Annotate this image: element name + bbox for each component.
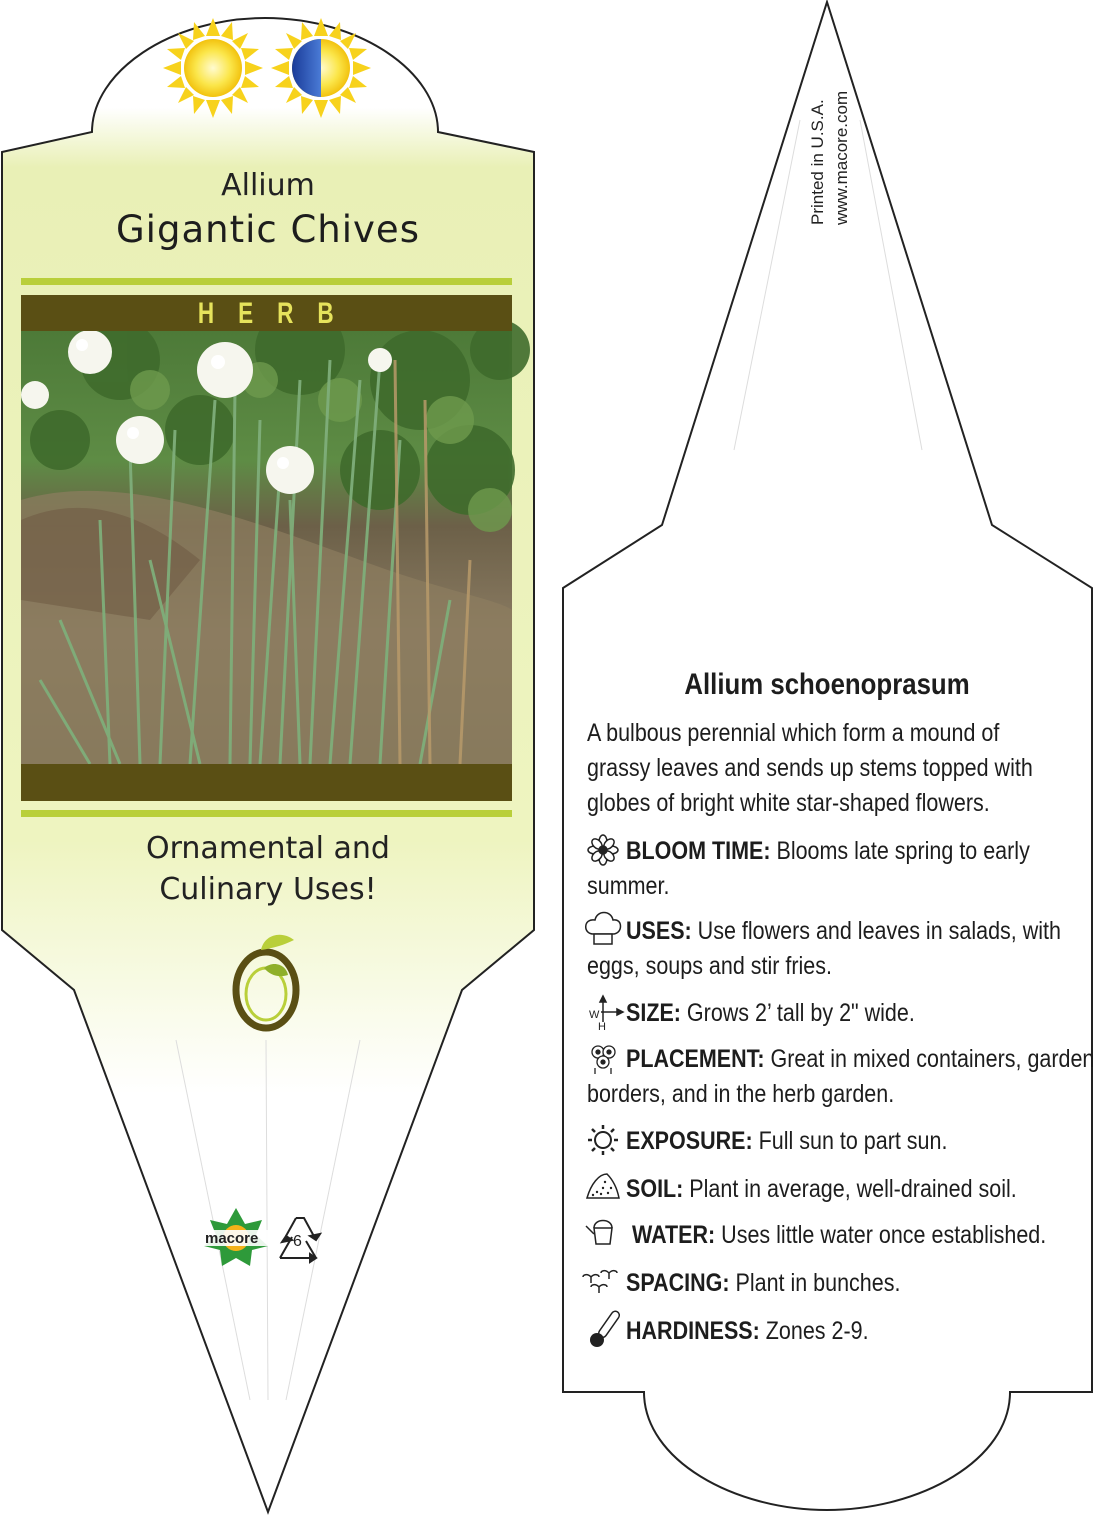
- size-icon-w: W: [589, 1009, 600, 1021]
- attr-size: SIZE: Grows 2’ tall by 2" wide.: [626, 999, 915, 1027]
- photo-bottom-band: [21, 764, 512, 801]
- front-genus: Allium: [221, 168, 315, 203]
- attr-spacing: SPACING: Plant in bunches.: [626, 1269, 901, 1297]
- part-sun-icon: [271, 18, 371, 118]
- attr-water: WATER: Uses little water once established.: [632, 1221, 1047, 1249]
- recycle-number: 6: [293, 1233, 302, 1250]
- attr-bloom-time-cont: summer.: [587, 872, 670, 900]
- attr-hardiness: HARDINESS: Zones 2-9.: [626, 1317, 869, 1345]
- website-text: www.macore.com: [832, 90, 851, 225]
- plant-description: [587, 716, 1033, 821]
- description-line: A bulbous perennial which form a mound of: [587, 719, 1000, 747]
- size-icon-h: H: [598, 1021, 606, 1033]
- attr-soil: SOIL: Plant in average, well-drained soil.: [626, 1175, 1017, 1203]
- attr-uses-cont: eggs, soups and stir fries.: [587, 952, 832, 980]
- description-line: grassy leaves and sends up stems topped with: [587, 754, 1033, 782]
- flower-icon: [588, 835, 618, 865]
- plant-photo: [21, 305, 530, 764]
- attr-exposure: EXPOSURE: Full sun to part sun.: [626, 1127, 948, 1155]
- attr-bloom-time: BLOOM TIME: Blooms late spring to early: [626, 837, 1030, 865]
- full-sun-icon: [163, 18, 263, 118]
- macore-brand-text: macore: [205, 1230, 259, 1247]
- description-line: globes of bright white star-shaped flowers.: [587, 789, 990, 817]
- scientific-name: Allium schoenoprasum: [684, 668, 970, 701]
- tagline-line-1: Ornamental and: [146, 831, 390, 866]
- tagline-line-2: Culinary Uses!: [159, 872, 377, 907]
- front-plant-name: Gigantic Chives: [116, 208, 420, 251]
- attr-placement-cont: borders, and in the herb garden.: [587, 1080, 895, 1108]
- printed-in-usa: Printed in U.S.A.: [808, 99, 827, 225]
- attr-uses: USES: Use flowers and leaves in salads, with: [626, 917, 1061, 945]
- attr-placement: PLACEMENT: Great in mixed containers, garden: [626, 1045, 1094, 1073]
- category-label: HERB: [197, 297, 358, 330]
